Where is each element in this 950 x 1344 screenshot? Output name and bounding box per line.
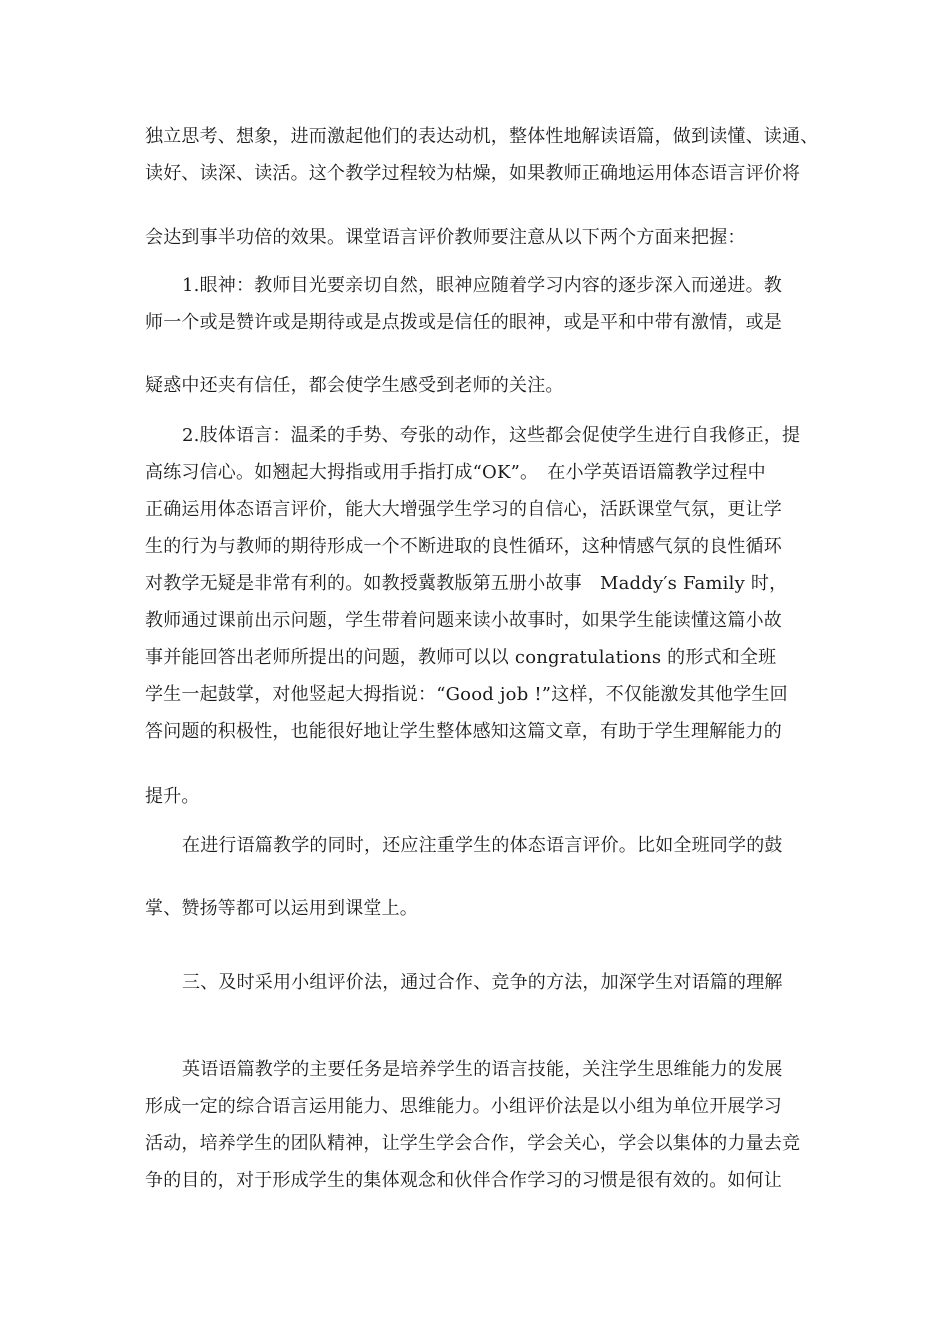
text-line: 独立思考、想象，进而激起他们的表达动机，整体性地解读语篇，做到读懂、读通、 [145, 126, 819, 147]
text-line: 读好、读深、读活。这个教学过程较为枯燥，如果教师正确地运用体态语言评价将 [145, 163, 801, 184]
text-line: 提升。 [145, 786, 200, 807]
text-line: 事并能回答出老师所提出的问题，教师可以以 congratulations 的形式和全班 [145, 647, 777, 668]
text-line: 教师通过课前出示问题，学生带着问题来读小故事时，如果学生能读懂这篇小故 [145, 610, 782, 631]
text-line: 学生一起鼓掌，对他竖起大拇指说：“Good job !”这样，不仅能激发其他学生回 [145, 684, 788, 705]
text-line: 英语语篇教学的主要任务是培养学生的语言技能，关注学生思维能力的发展 [182, 1059, 783, 1080]
section-heading: 三、及时采用小组评价法，通过合作、竞争的方法，加深学生对语篇的理解 [182, 972, 783, 993]
text-line: 生的行为与教师的期待形成一个不断进取的良性循环，这种情感气氛的良性循环 [145, 536, 782, 557]
text-line: 2.肢体语言：温柔的手势、夸张的动作，这些都会促使学生进行自我修正，提 [182, 425, 801, 446]
text-line: 争的目的，对于形成学生的集体观念和伙伴合作学习的习惯是很有效的。如何让 [145, 1170, 782, 1191]
text-line: 对教学无疑是非常有利的。如教授冀教版第五册小故事 Maddy′s Family 时， [145, 573, 788, 594]
text-line: 形成一定的综合语言运用能力、思维能力。小组评价法是以小组为单位开展学习 [145, 1096, 782, 1117]
text-line: 答问题的积极性，也能很好地让学生整体感知这篇文章，有助于学生理解能力的 [145, 721, 782, 742]
text-line: 活动，培养学生的团队精神，让学生学会合作，学会关心，学会以集体的力量去竞 [145, 1133, 801, 1154]
text-line: 正确运用体态语言评价，能大大增强学生学习的自信心，活跃课堂气氛，更让学 [145, 499, 782, 520]
text-line: 师一个或是赞许或是期待或是点拨或是信任的眼神，或是平和中带有激情，或是 [145, 312, 782, 333]
text-line: 高练习信心。如翘起大拇指或用手指打成“OK”。 在小学英语语篇教学过程中 [145, 462, 766, 483]
text-line: 1.眼神：教师目光要亲切自然，眼神应随着学习内容的逐步深入而递进。教 [182, 275, 782, 296]
text-line: 在进行语篇教学的同时，还应注重学生的体态语言评价。比如全班同学的鼓 [182, 835, 783, 856]
text-line: 掌、赞扬等都可以运用到课堂上。 [145, 898, 418, 919]
text-line: 疑惑中还夹有信任，都会使学生感受到老师的关注。 [145, 375, 564, 396]
text-line: 会达到事半功倍的效果。课堂语言评价教师要注意从以下两个方面来把握： [145, 227, 746, 248]
